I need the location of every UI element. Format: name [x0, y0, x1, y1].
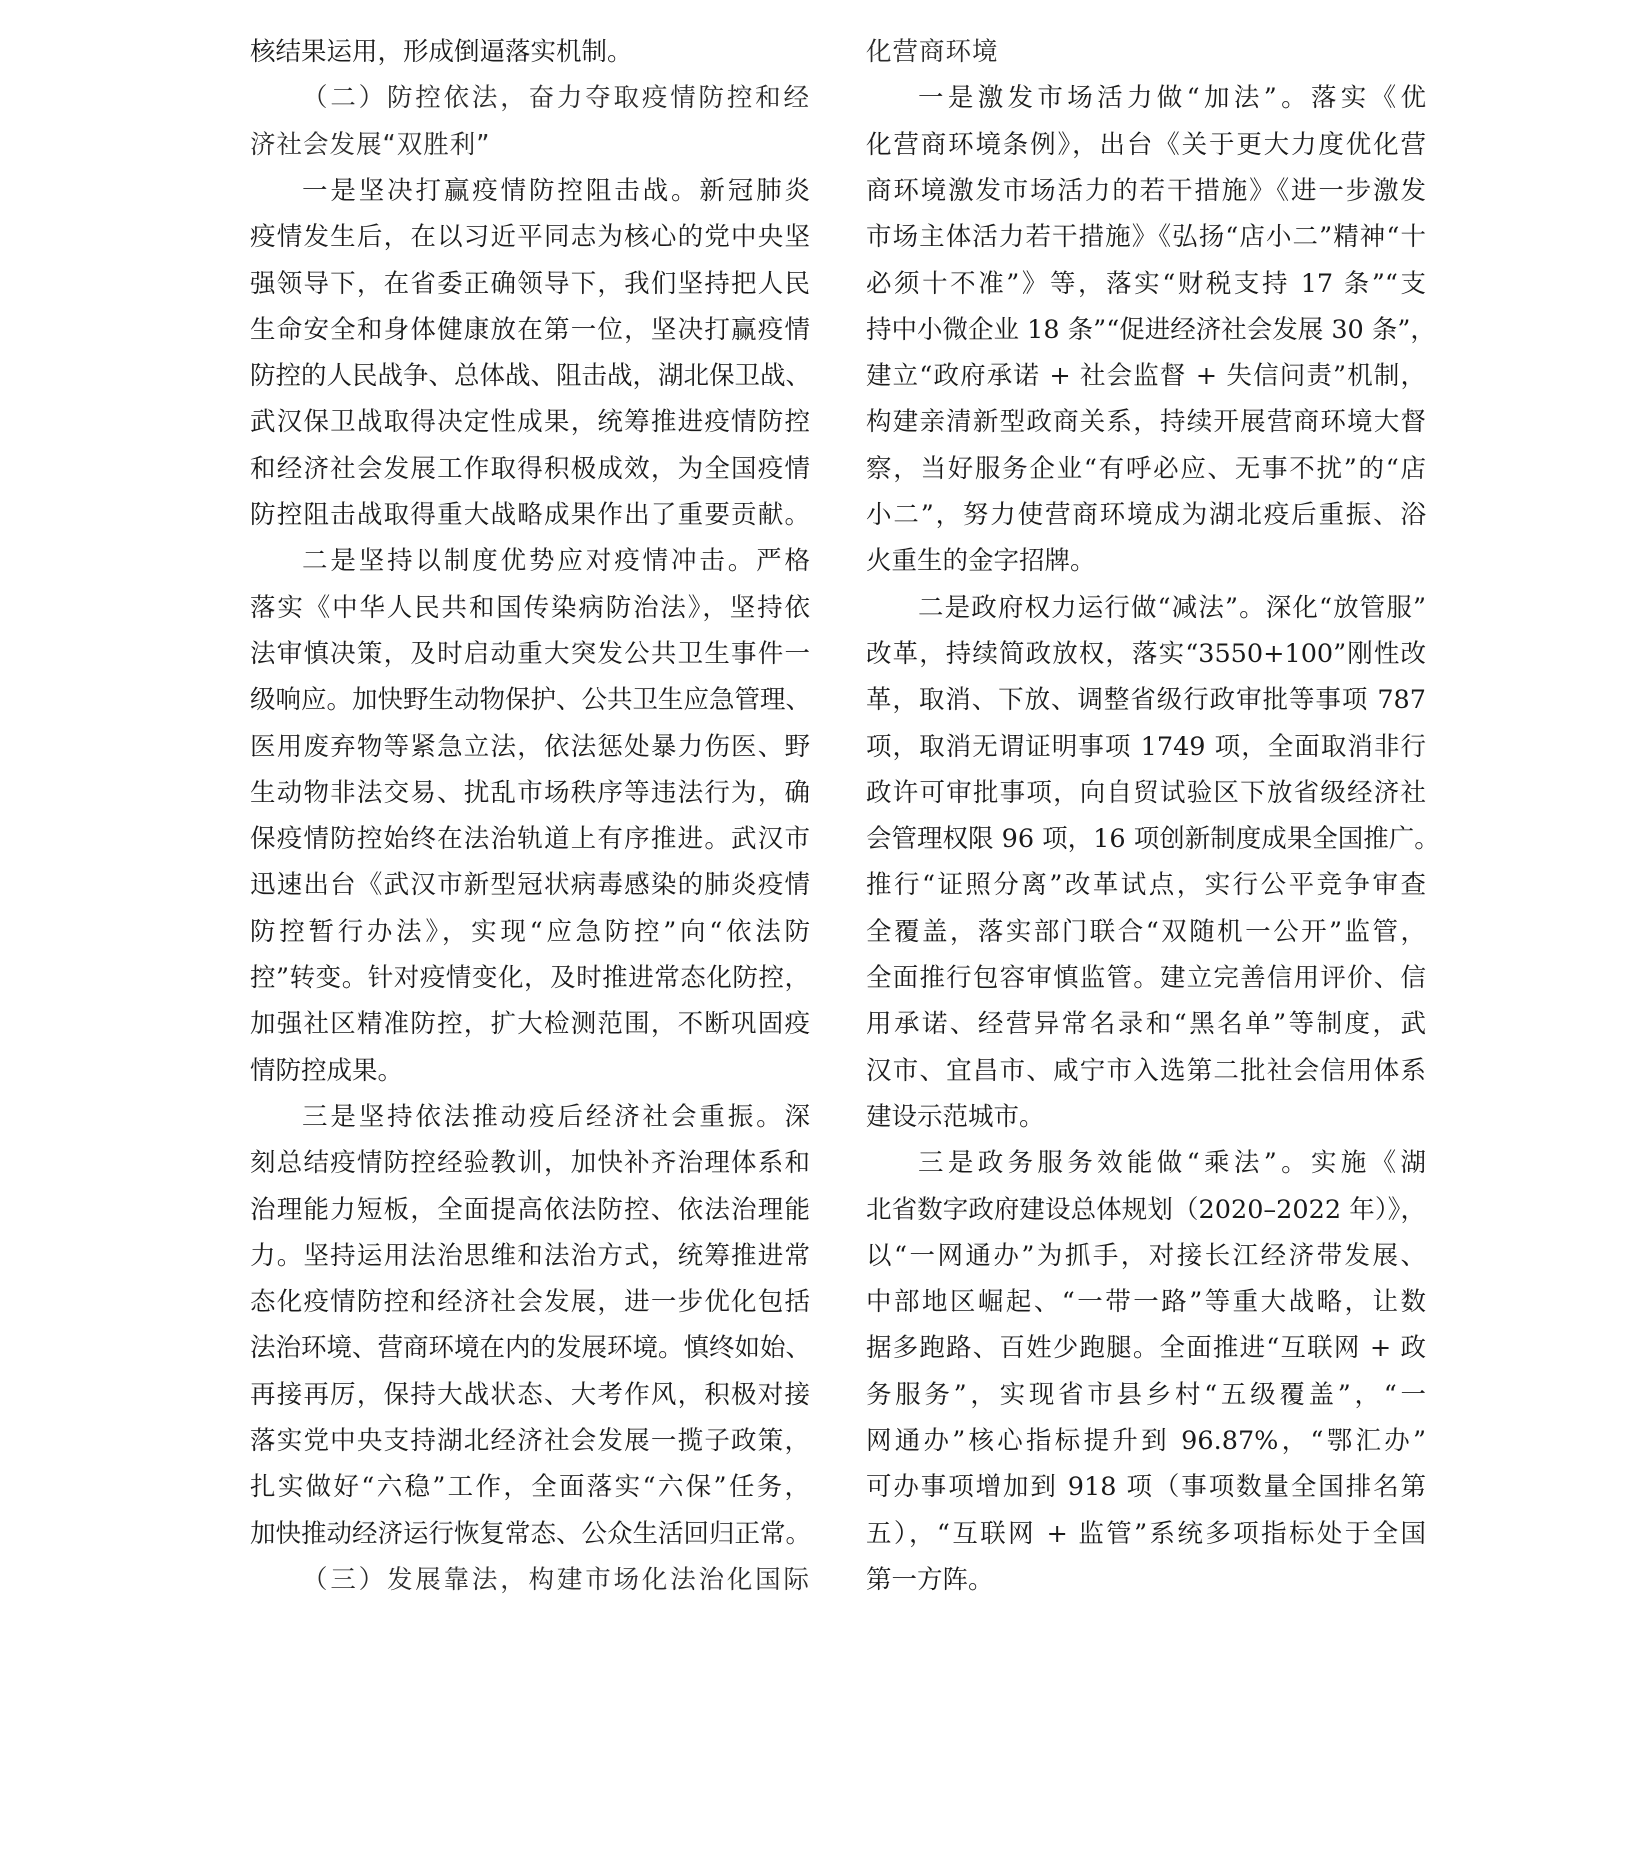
text-line: 生命安全和身体健康放在第一位，坚决打赢疫情 [250, 314, 810, 345]
text-line: 可办事项增加到 918 项（事项数量全国排名第 [866, 1472, 1426, 1503]
text-line: 改革，持续简政放权，落实“3550+100”刚性改 [866, 638, 1426, 669]
section-heading-line: 济社会发展“双胜利” [250, 129, 491, 160]
text-line: 持中小微企业 18 条”“促进经济社会发展 30 条”， [866, 314, 1436, 345]
text-line: 情防控成果。 [250, 1055, 404, 1086]
text-line: 三是政务服务效能做“乘法”。实施《湖 [918, 1148, 1426, 1179]
text-line: 用承诺、经营异常名录和“黑名单”等制度，武 [866, 1009, 1426, 1040]
text-line: 中部地区崛起、“一带一路”等重大战略，让数 [866, 1287, 1426, 1318]
text-line: 察，当好服务企业“有呼必应、无事不扰”的“店 [866, 453, 1426, 484]
text-line: 疫情发生后，在以习近平同志为核心的党中央坚 [250, 222, 810, 253]
text-line: 防控暂行办法》，实现“应急防控”向“依法防 [250, 916, 810, 947]
text-line: 一是激发市场活力做“加法”。落实《优 [918, 83, 1426, 114]
text-line: 治理能力短板，全面提高依法防控、依法治理能 [250, 1194, 810, 1225]
text-line: 法治环境、营商环境在内的发展环境。慎终如始、 [250, 1333, 812, 1364]
text-line: 建立“政府承诺 + 社会监督 + 失信问责”机制， [866, 361, 1426, 392]
text-line: 项，取消无谓证明事项 1749 项，全面取消非行 [866, 731, 1426, 762]
text-line: 再接再厉，保持大战状态、大考作风，积极对接 [250, 1379, 810, 1410]
text-line: 务服务”，实现省市县乡村“五级覆盖”，“一 [866, 1379, 1426, 1410]
text-line: 防控的人民战争、总体战、阻击战，湖北保卫战、 [250, 361, 812, 392]
text-line: 刻总结疫情防控经验教训，加快补齐治理体系和 [250, 1148, 810, 1179]
text-line: 扎实做好“六稳”工作，全面落实“六保”任务， [250, 1472, 810, 1503]
text-line: 革，取消、下放、调整省级行政审批等事项 787 [866, 685, 1426, 716]
text-line: 和经济社会发展工作取得积极成效，为全国疫情 [250, 453, 810, 484]
text-line: 二是坚持以制度优势应对疫情冲击。严格 [302, 546, 810, 577]
text-line: 以“一网通办”为抓手，对接长江经济带发展、 [866, 1240, 1426, 1271]
text-line: 汉市、宜昌市、咸宁市入选第二批社会信用体系 [866, 1055, 1426, 1086]
text-line: 北省数字政府建设总体规划（2020–2022 年）》， [866, 1194, 1426, 1225]
text-line: 态化疫情防控和经济社会发展，进一步优化包括 [250, 1287, 810, 1318]
text-line: 五），“互联网 + 监管”系统多项指标处于全国 [866, 1518, 1426, 1549]
text-line: 级响应。加快野生动物保护、公共卫生应急管理、 [250, 685, 812, 716]
text-line: 强领导下，在省委正确领导下，我们坚持把人民 [250, 268, 810, 299]
section-heading-line: 化营商环境 [866, 37, 999, 67]
text-line: 构建亲清新型政商关系，持续开展营商环境大督 [866, 407, 1426, 438]
text-line: 建设示范城市。 [866, 1101, 1045, 1132]
text-line: 全覆盖，落实部门联合“双随机一公开”监管， [866, 916, 1426, 947]
section-heading-line: （三）发展靠法，构建市场化法治化国际 [302, 1564, 810, 1595]
text-line: 市场主体活力若干措施》《弘扬“店小二”精神“十 [866, 222, 1426, 253]
text-line: 落实党中央支持湖北经济社会发展一揽子政策， [250, 1426, 810, 1456]
text-line: 迅速出台《武汉市新型冠状病毒感染的肺炎疫情 [250, 870, 810, 901]
text-line: 法审慎决策，及时启动重大突发公共卫生事件一 [250, 638, 810, 669]
text-line: 加快推动经济运行恢复常态、公众生活回归正常。 [250, 1518, 812, 1549]
text-line: 政许可审批事项，向自贸试验区下放省级经济社 [866, 777, 1426, 808]
text-line: 一是坚决打赢疫情防控阻击战。新冠肺炎 [302, 175, 810, 206]
text-line: 落实《中华人民共和国传染病防治法》，坚持依 [250, 592, 810, 623]
text-line: 控”转变。针对疫情变化，及时推进常态化防控， [250, 963, 810, 993]
text-line: 武汉保卫战取得决定性成果，统筹推进疫情防控 [250, 407, 810, 438]
text-line: 三是坚持依法推动疫后经济社会重振。深 [302, 1101, 810, 1132]
text-line: 化营商环境条例》，出台《关于更大力度优化营 [866, 129, 1426, 160]
text-line: 商环境激发市场活力的若干措施》《进一步激发 [866, 175, 1426, 206]
text-line: 生动物非法交易、扰乱市场秩序等违法行为，确 [250, 777, 810, 808]
text-line: 加强社区精准防控，扩大检测范围，不断巩固疫 [250, 1009, 810, 1040]
text-line: 火重生的金字招牌。 [866, 546, 1096, 577]
text-line: 核结果运用，形成倒逼落实机制。 [250, 37, 633, 67]
text-line: 保疫情防控始终在法治轨道上有序推进。武汉市 [250, 824, 810, 855]
text-line: 推行“证照分离”改革试点，实行公平竞争审查 [866, 870, 1426, 901]
text-line: 第一方阵。 [866, 1564, 994, 1595]
text-line: 全面推行包容审慎监管。建立完善信用评价、信 [866, 963, 1426, 993]
text-line: 必须十不准”》等，落实“财税支持 17 条”“支 [866, 268, 1426, 299]
text-line: 网通办”核心指标提升到 96.87%，“鄂汇办” [866, 1426, 1426, 1456]
text-line: 二是政府权力运行做“减法”。深化“放管服” [918, 592, 1426, 623]
section-heading-line: （二）防控依法，奋力夺取疫情防控和经 [302, 83, 810, 114]
text-line: 会管理权限 96 项，16 项创新制度成果全国推广。 [866, 824, 1440, 855]
text-line: 防控阻击战取得重大战略成果作出了重要贡献。 [250, 500, 810, 530]
text-line: 小二”，努力使营商环境成为湖北疫后重振、浴 [866, 500, 1426, 530]
text-line: 医用废弃物等紧急立法，依法惩处暴力伤医、野 [250, 731, 810, 762]
text-line: 力。坚持运用法治思维和法治方式，统筹推进常 [250, 1240, 810, 1271]
text-line: 据多跑路、百姓少跑腿。全面推进“互联网 + 政 [866, 1333, 1426, 1364]
